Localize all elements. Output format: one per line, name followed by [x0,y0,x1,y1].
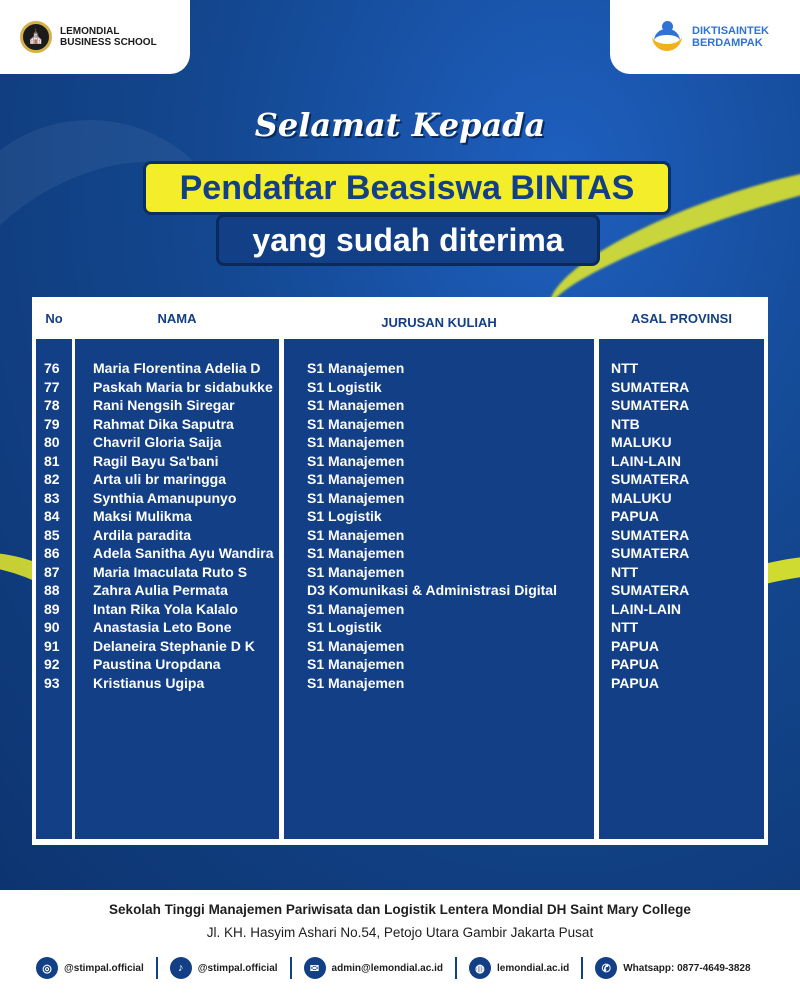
institution-address: Jl. KH. Hasyim Ashari No.54, Petojo Utara Gambir Jakarta Pusat [206,925,594,940]
cell-no: 76 [44,360,60,376]
cell-jurusan: S1 Manajemen [307,526,405,543]
diktisaintek-mark-icon [650,19,686,55]
table-row [32,527,768,546]
table-row [32,656,768,675]
cell-nama: Synthia Amanupunyo [93,489,237,506]
table-row [32,360,768,379]
cell-provinsi: SUMATERA [611,526,690,543]
cell-nama: Adela Sanitha Ayu Wandira [93,545,274,561]
cell-nama: Kristianus Ugipa [93,674,205,691]
cell-nama: Rahmat Dika Saputra [93,415,234,432]
cell-provinsi: SUMATERA [611,582,690,598]
table-row [32,545,768,564]
cell-nama: Ardila paradita [93,526,192,543]
cell-no: 86 [44,545,60,561]
table-row [32,379,768,398]
cell-nama: Rani Nengsih Siregar [93,397,235,413]
cell-nama: Arta uli br maringga [93,471,227,487]
table-row [32,397,768,416]
whatsapp-icon: ✆ [595,957,617,979]
cell-jurusan: S1 Manajemen [307,674,405,691]
cell-jurusan: D3 Komunikasi & Administrasi Digital [307,582,557,598]
cell-provinsi: MALUKU [611,434,672,450]
table-row [32,582,768,601]
cell-jurusan: S1 Manajemen [307,489,405,506]
tiktok-icon: ♪ [170,957,192,979]
cell-provinsi: MALUKU [611,489,672,506]
cell-provinsi: SUMATERA [611,378,690,395]
diktisaintek-logo-text [692,25,769,49]
cell-provinsi: PAPUA [611,656,659,672]
cell-provinsi: PAPUA [611,674,659,691]
cell-nama: Chavril Gloria Saija [93,434,222,450]
table-row [32,638,768,657]
title-banner-secondary: yang sudah diterima [216,214,600,266]
cell-nama: Intan Rika Yola Kalalo [93,600,238,617]
cell-jurusan: S1 Manajemen [307,397,405,413]
social-link[interactable] [595,957,750,979]
table-row [32,434,768,453]
table-row [32,508,768,527]
social-link[interactable] [36,957,144,979]
cell-jurusan: S1 Manajemen [307,600,405,617]
social-links [36,956,776,980]
header-provinsi: ASAL PROVINSI [631,310,732,326]
cell-no: 88 [44,582,60,598]
cell-jurusan: S1 Manajemen [307,545,405,561]
cell-provinsi: NTT [611,619,639,635]
social-link[interactable] [170,957,278,979]
divider [581,957,583,979]
logo-line: BERDAMPAK [692,37,763,49]
cell-nama: Maria Florentina Adelia D [93,360,261,376]
social-label: @stimpal.official [197,962,278,974]
cell-nama: Ragil Bayu Sa'bani [93,452,219,469]
cell-no: 87 [44,563,60,580]
cell-nama: Paskah Maria br sidabukke [93,378,273,395]
logo-line: DIKTISAINTEK [692,25,769,37]
cell-jurusan: S1 Manajemen [307,656,405,672]
cell-no: 91 [44,637,60,654]
cell-no: 77 [44,378,60,395]
lemondial-logo-text [60,26,157,48]
cell-provinsi: LAIN-LAIN [611,452,681,469]
cell-no: 83 [44,489,60,506]
cell-no: 84 [44,508,60,524]
cell-no: 89 [44,600,60,617]
table-row [32,564,768,583]
table-row [32,675,768,694]
cell-jurusan: S1 Manajemen [307,360,405,376]
cell-provinsi: LAIN-LAIN [611,600,681,617]
cell-nama: Zahra Aulia Permata [93,582,228,598]
cell-no: 80 [44,434,60,450]
cell-no: 82 [44,471,60,487]
header-no: No [45,310,63,326]
cell-no: 90 [44,619,60,635]
table-row [32,416,768,435]
cell-jurusan: S1 Manajemen [307,434,405,450]
cell-provinsi: SUMATERA [611,397,690,413]
header-jurusan: JURUSAN KULIAH [381,314,497,330]
cell-no: 81 [44,452,60,469]
social-label: @stimpal.official [64,962,144,974]
globe-icon: ◍ [469,957,491,979]
header-nama: NAMA [157,310,197,326]
table-row [32,619,768,638]
cell-nama: Paustina Uropdana [93,656,221,672]
cell-jurusan: S1 Manajemen [307,471,405,487]
title-banner-primary: Pendaftar Beasiswa BINTAS [143,161,671,215]
social-link[interactable] [469,957,569,979]
social-label: Whatsapp: 0877-4649-3828 [623,962,751,974]
instagram-icon: ◎ [36,957,58,979]
table-row [32,471,768,490]
cell-provinsi: PAPUA [611,508,659,524]
cell-jurusan: S1 Manajemen [307,637,405,654]
cell-jurusan: S1 Logistik [307,378,382,395]
social-link[interactable] [304,957,443,979]
table-row [32,490,768,509]
diktisaintek-logo [610,0,800,74]
logo-line: BUSINESS SCHOOL [60,37,157,48]
cell-no: 85 [44,526,60,543]
cell-no: 79 [44,415,60,432]
email-icon: ✉ [304,957,326,979]
cell-provinsi: SUMATERA [611,545,690,561]
cell-nama: Anastasia Leto Bone [93,619,232,635]
cell-jurusan: S1 Manajemen [307,452,405,469]
lemondial-logo [0,0,190,74]
social-label: admin@lemondial.ac.id [331,962,443,974]
cell-nama: Maksi Mulikma [93,508,192,524]
divider [156,957,158,979]
cell-jurusan: S1 Logistik [307,508,382,524]
greeting-title: Selamat Kepada [254,106,546,144]
footer [0,890,800,1000]
divider [290,957,292,979]
cell-provinsi: PAPUA [611,637,659,654]
cell-nama: Maria Imaculata Ruto S [93,563,248,580]
cell-provinsi: NTT [611,360,639,376]
cell-no: 93 [44,674,60,691]
table-body [32,360,768,693]
cell-nama: Delaneira Stephanie D K [93,637,255,654]
logo-line: LEMONDIAL [60,26,120,37]
divider [455,957,457,979]
institution-name: Sekolah Tinggi Manajemen Pariwisata dan Logistik Lentera Mondial DH Saint Mary College [109,902,691,917]
table-row [32,453,768,472]
cell-provinsi: SUMATERA [611,471,690,487]
cell-jurusan: S1 Manajemen [307,415,405,432]
cell-provinsi: NTT [611,563,639,580]
social-label: lemondial.ac.id [496,962,570,974]
cell-jurusan: S1 Logistik [307,619,382,635]
cell-jurusan: S1 Manajemen [307,563,405,580]
cell-provinsi: NTB [611,415,640,432]
table-row [32,601,768,620]
lemondial-seal-icon: ⛪ [20,21,52,53]
cell-no: 92 [44,656,60,672]
cell-no: 78 [44,397,60,413]
